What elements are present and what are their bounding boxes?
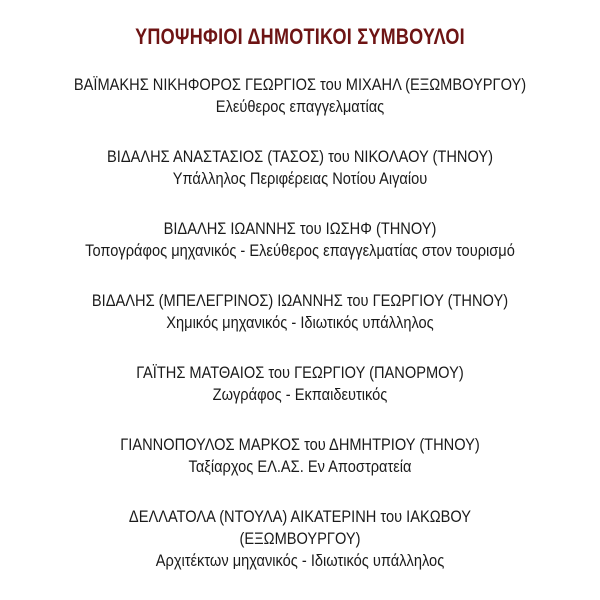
candidate-entry <box>0 362 600 406</box>
candidate-entry <box>0 506 600 572</box>
candidate-name: ΓΑΪΤΗΣ ΜΑΤΘΑΙΟΣ του ΓΕΩΡΓΙΟΥ (ΠΑΝΟΡΜΟΥ) <box>136 363 464 382</box>
candidate-name: ΒΙΔΑΛΗΣ ΑΝΑΣΤΑΣΙΟΣ (ΤΑΣΟΣ) του ΝΙΚΟΛΑΟΥ (ΤΗΝΟΥ) <box>107 147 493 166</box>
candidate-occupation: Ταξίαρχος ΕΛ.ΑΣ. Εν Αποστρατεία <box>188 457 412 476</box>
candidate-entry <box>0 434 600 478</box>
candidate-entry <box>0 290 600 334</box>
page-title: ΥΠΟΨΗΦΙΟΙ ΔΗΜΟΤΙΚΟΙ ΣΥΜΒΟΥΛΟΙ <box>135 24 465 49</box>
candidate-occupation: Τοπογράφος μηχανικός - Ελεύθερος επαγγελματίας στον τουρισμό <box>85 241 515 260</box>
candidate-occupation: Χημικός μηχανικός - Ιδιωτικός υπάλληλος <box>166 313 434 332</box>
candidate-entry <box>0 74 600 118</box>
candidate-name-continued: (ΕΞΩΜΒΟΥΡΓΟΥ) <box>239 529 361 548</box>
candidate-entry <box>0 218 600 262</box>
candidate-occupation: Ζωγράφος - Εκπαιδευτικός <box>212 385 388 404</box>
candidate-name: ΓΙΑΝΝΟΠΟΥΛΟΣ ΜΑΡΚΟΣ του ΔΗΜΗΤΡΙΟΥ (ΤΗΝΟΥ) <box>120 435 480 454</box>
candidate-name: ΔΕΛΛΑΤΟΛΑ (ΝΤΟΥΛΑ) ΑΙΚΑΤΕΡΙΝΗ του ΙΑΚΩΒΟΥ <box>128 507 472 526</box>
candidate-name: ΒΑΪΜΑΚΗΣ ΝΙΚΗΦΟΡΟΣ ΓΕΩΡΓΙΟΣ του ΜΙΧΑΗΛ (ΕΞΩΜΒΟΥΡΓΟΥ) <box>73 75 527 94</box>
candidate-name: ΒΙΔΑΛΗΣ (ΜΠΕΛΕΓΡΙΝΟΣ) ΙΩΑΝΝΗΣ του ΓΕΩΡΓΙΟΥ (ΤΗΝΟΥ) <box>91 291 509 310</box>
candidate-name: ΒΙΔΑΛΗΣ ΙΩΑΝΝΗΣ του ΙΩΣΗΦ (ΤΗΝΟΥ) <box>163 219 437 238</box>
candidate-occupation: Αρχιτέκτων μηχανικός - Ιδιωτικός υπάλληλος <box>155 551 445 570</box>
candidate-occupation: Υπάλληλος Περιφέρειας Νοτίου Αιγαίου <box>172 169 428 188</box>
candidate-entry <box>0 146 600 190</box>
candidate-occupation: Ελεύθερος επαγγελματίας <box>215 97 385 116</box>
